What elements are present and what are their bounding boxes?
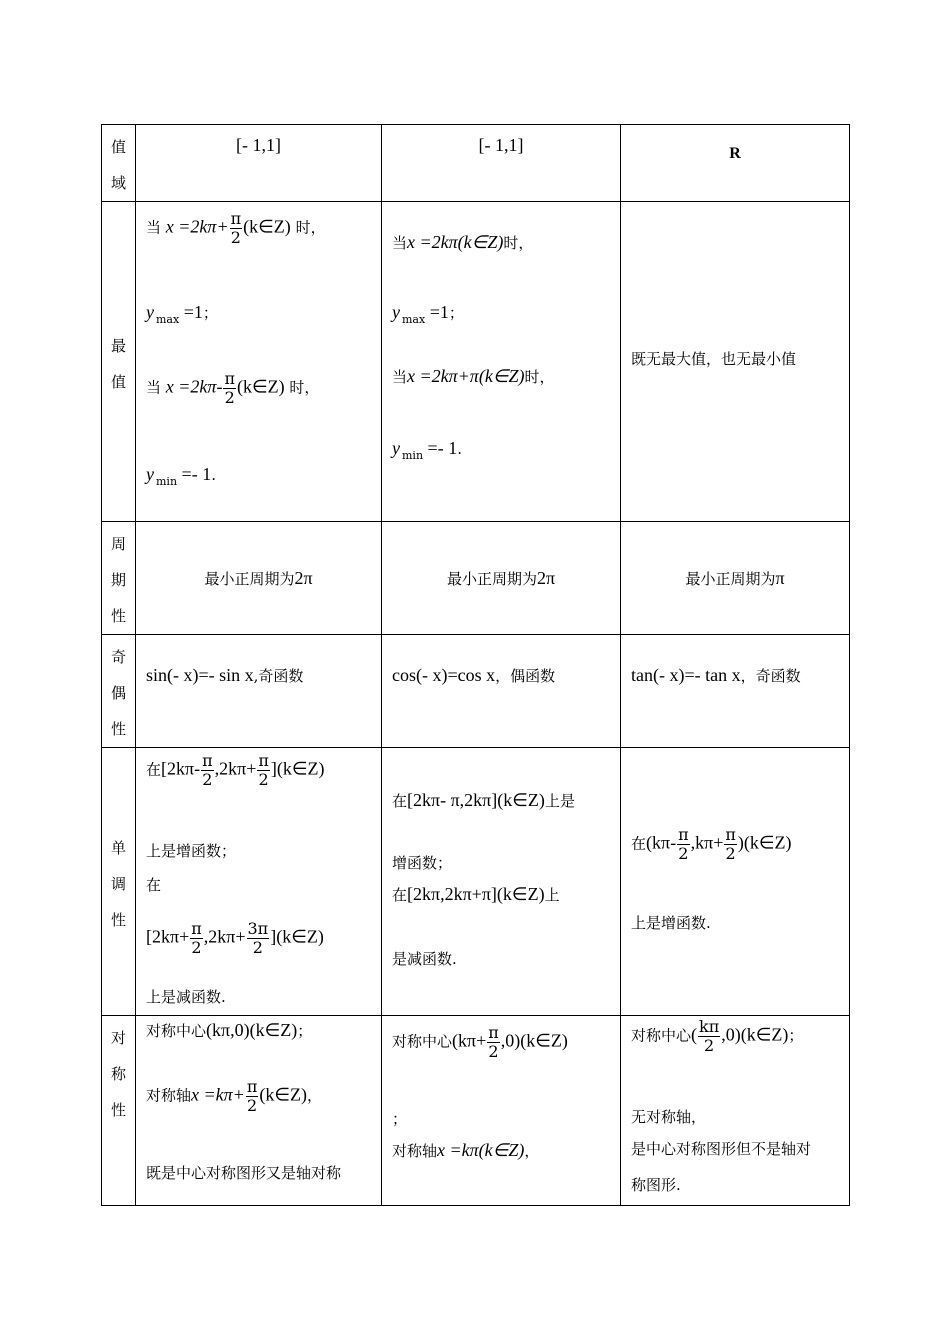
frac-num: π [678, 825, 689, 844]
math-y: y [392, 438, 400, 458]
sin-symmetry-center [146, 1020, 312, 1041]
period-value: π [775, 567, 785, 588]
text-when: 当 [392, 234, 408, 252]
math-expr: =- 1 [423, 438, 458, 458]
math-expr: ,kπ+ [690, 832, 724, 853]
subscript: max [402, 313, 426, 326]
sin-monotonicity-cell [136, 748, 382, 1016]
fraction [190, 920, 203, 957]
punct: ， [524, 1142, 540, 1160]
math-expr: ,0)(k∈Z) [721, 1024, 789, 1045]
tan-range-cell [621, 125, 850, 202]
sin-min-condition [146, 370, 319, 407]
text-when: 当 [392, 368, 408, 386]
sin-range-cell [136, 125, 382, 202]
math-expr: ](k∈Z) [270, 926, 324, 947]
punct: ， [307, 1086, 323, 1105]
math-y: y [146, 464, 154, 484]
row-header-char: 周 [110, 535, 126, 553]
text-then: 时， [295, 218, 326, 237]
text-is: 上是 [544, 792, 575, 810]
math-expr: [2kπ- π,2kπ](k∈Z) [407, 790, 545, 810]
period-text: 最小正周期为 [685, 569, 776, 588]
math-expr: x =2kπ- [165, 376, 223, 397]
text-axis: 对称轴 [146, 1086, 192, 1105]
row-header-char: 单 [110, 838, 126, 857]
frac-den: 2 [488, 1042, 499, 1061]
cos-decreasing-text: 是减函数. [392, 950, 457, 968]
cos-max-condition [392, 232, 533, 253]
math-expr: [2kπ,2kπ+π](k∈Z) [407, 884, 545, 904]
period-text: 最小正周期为 [204, 569, 295, 588]
frac-num: π [202, 751, 213, 770]
math-expr: =1 [425, 302, 449, 322]
cos-decreasing-interval [392, 884, 560, 905]
sin-increasing-interval [146, 752, 325, 789]
sin-increasing-text: 上是增函数； [146, 842, 237, 860]
period-value: 2π [536, 567, 556, 588]
frac-den: 2 [246, 1096, 258, 1115]
tan-symmetry-text-cont: 称图形. [631, 1176, 681, 1194]
frac-num: π [246, 1077, 258, 1096]
math-y: y [146, 302, 154, 322]
row-header-char: 值 [110, 372, 126, 391]
punct: . [457, 440, 462, 458]
math-expr: (k∈Z) [259, 1084, 307, 1105]
row-header-char: 最 [110, 336, 126, 355]
row-header-char: 性 [110, 607, 126, 625]
math-expr: cos(- x)=cos x [392, 665, 496, 685]
subscript: max [156, 313, 180, 326]
sin-extremum-cell [136, 202, 382, 522]
row-header-char: 称 [110, 1065, 126, 1083]
text-then: 时， [503, 234, 534, 252]
row-header-monotonicity [102, 748, 136, 1016]
fraction [677, 826, 690, 863]
math-expr: (kπ,0)(k∈Z) [206, 1020, 298, 1040]
text-axis: 对称轴 [392, 1142, 438, 1160]
tan-range-value: R [729, 145, 741, 162]
period-row [102, 522, 850, 635]
frac-num: 3π [247, 919, 269, 938]
monotonicity-row [102, 748, 850, 1016]
subscript: min [402, 449, 424, 462]
period-value: 2π [294, 567, 313, 588]
frac-den: 2 [191, 938, 202, 957]
fraction [201, 752, 214, 789]
range-row [102, 125, 850, 202]
math-expr: [2kπ- [161, 758, 201, 779]
row-header-char: 性 [110, 1101, 126, 1119]
row-header-symmetry [102, 1016, 136, 1206]
row-header-char: 奇 [110, 648, 126, 666]
punct: ； [392, 1110, 408, 1128]
sin-parity-line [146, 665, 303, 686]
sin-symmetry-text: 既是中心对称图形又是轴对称 [146, 1164, 342, 1182]
tan-extremum-text: 既无最大值，也无最小值 [631, 350, 797, 368]
row-header-char: 对 [110, 1029, 126, 1047]
math-expr: x =kπ(k∈Z) [437, 1140, 525, 1160]
math-expr: ,2kπ+ [203, 926, 246, 947]
text-then: 时， [524, 368, 555, 386]
sin-decreasing-text: 上是减函数. [146, 988, 226, 1006]
cos-symmetry-cell [382, 1016, 621, 1206]
frac-num: π [230, 209, 242, 228]
tan-increasing-text: 上是增函数. [631, 914, 711, 932]
cos-range-cell [382, 125, 621, 202]
fraction [247, 920, 270, 957]
frac-num: kπ [699, 1017, 720, 1036]
sin-min-value [146, 464, 216, 488]
tan-parity-line [631, 665, 801, 686]
row-header-parity [102, 635, 136, 748]
text-on: 在 [146, 876, 162, 894]
math-expr: [2kπ+ [146, 926, 190, 947]
frac-den: 2 [258, 770, 269, 789]
math-expr: (kπ- [646, 832, 677, 853]
row-header-char: 偶 [110, 684, 126, 702]
math-expr: tan(- x)=- tan x [631, 665, 741, 685]
math-expr: ](k∈Z) [270, 758, 325, 779]
cos-min-condition [392, 366, 555, 387]
cos-parity-line [392, 665, 555, 686]
math-expr: )(k∈Z) [737, 832, 792, 853]
math-expr: (k∈Z) [243, 216, 291, 237]
math-expr: (k∈Z) [236, 376, 285, 397]
row-header-char: 调 [110, 874, 126, 893]
frac-den: 2 [252, 938, 263, 957]
tan-extremum-cell [621, 202, 850, 522]
math-y: y [392, 302, 400, 322]
row-header-range [102, 125, 136, 202]
math-expr: =1 [179, 302, 203, 322]
fraction [724, 826, 737, 863]
tan-symmetry-center [631, 1018, 803, 1055]
text-on: 在 [392, 792, 408, 810]
frac-den: 2 [725, 844, 736, 863]
tan-no-axis-text: 无对称轴， [631, 1108, 707, 1126]
math-expr: (kπ+ [452, 1030, 487, 1051]
sin-symmetry-axis [146, 1078, 322, 1115]
frac-den: 2 [230, 228, 241, 247]
cos-symmetry-center [392, 1024, 568, 1061]
frac-den: 2 [202, 770, 213, 789]
tan-period-cell [621, 522, 850, 635]
fraction [230, 210, 243, 247]
parity-text: ，偶函数 [495, 667, 556, 685]
text-when: 当 [146, 218, 162, 237]
math-expr: x =kπ+ [191, 1084, 245, 1105]
cos-symmetry-axis [392, 1140, 539, 1161]
row-header-extremum [102, 202, 136, 522]
tan-increasing-interval [631, 826, 792, 863]
math-expr: ,0)(k∈Z) [500, 1030, 568, 1051]
frac-den: 2 [678, 844, 689, 863]
parity-row [102, 635, 850, 748]
sin-parity-cell [136, 635, 382, 748]
punct: ； [297, 1022, 313, 1040]
frac-num: π [191, 919, 202, 938]
parity-text: ,奇函数 [253, 667, 304, 685]
cos-monotonicity-cell [382, 748, 621, 1016]
text-then: 时， [289, 378, 320, 397]
sin-max-condition [146, 210, 326, 247]
sin-decreasing-interval [146, 920, 324, 957]
row-header-char: 期 [110, 571, 126, 589]
math-expr: sin(- x)=- sin x [146, 665, 254, 685]
text-upon: 上 [544, 886, 560, 904]
text-center: 对称中心 [146, 1022, 207, 1040]
row-header-char: 性 [110, 910, 126, 929]
subscript: min [156, 475, 178, 488]
fraction [487, 1024, 500, 1061]
cos-period-cell [382, 522, 621, 635]
math-expr: ( [691, 1024, 698, 1045]
text-on: 在 [631, 834, 647, 853]
cos-min-value [392, 438, 462, 462]
sin-max-value [146, 302, 218, 326]
parity-text: ，奇函数 [740, 667, 801, 685]
punct: ； [202, 304, 218, 322]
text-center: 对称中心 [631, 1026, 692, 1045]
trig-properties-table [101, 124, 850, 1206]
frac-num: π [258, 751, 269, 770]
cos-range-value: [- 1,1] [478, 135, 524, 155]
fraction [223, 370, 236, 407]
fraction [246, 1078, 259, 1115]
text-on: 在 [146, 760, 162, 779]
math-expr: x =2kπ(k∈Z) [407, 232, 504, 252]
text-center: 对称中心 [392, 1032, 453, 1051]
period-text: 最小正周期为 [446, 569, 537, 588]
frac-num: π [224, 369, 235, 388]
sin-period-cell [136, 522, 382, 635]
fraction [257, 752, 270, 789]
text-on: 在 [392, 886, 408, 904]
tan-parity-cell [621, 635, 850, 748]
cos-extremum-cell [382, 202, 621, 522]
punct: ； [448, 304, 464, 322]
frac-den: 2 [704, 1036, 715, 1055]
tan-symmetry-cell [621, 1016, 850, 1206]
row-header-char: 值 [110, 138, 126, 156]
text-when: 当 [146, 378, 162, 397]
frac-num: π [725, 825, 736, 844]
extremum-row [102, 202, 850, 522]
cos-increasing-text: 增函数； [392, 854, 453, 872]
frac-num: π [488, 1023, 499, 1042]
fraction [698, 1018, 720, 1055]
cos-increasing-interval [392, 790, 575, 811]
cos-parity-cell [382, 635, 621, 748]
cos-max-value [392, 302, 464, 326]
math-expr: =- 1 [177, 464, 212, 484]
symmetry-row [102, 1016, 850, 1206]
row-header-period [102, 522, 136, 635]
math-expr: x =2kπ+π(k∈Z) [407, 366, 525, 386]
sin-range-value: [- 1,1] [236, 135, 281, 155]
math-expr: ,2kπ+ [214, 758, 257, 779]
sin-symmetry-cell [136, 1016, 382, 1206]
tan-symmetry-text: 是中心对称图形但不是轴对 [631, 1140, 812, 1158]
row-header-char: 性 [110, 720, 126, 738]
punct: ； [788, 1026, 804, 1045]
tan-monotonicity-cell [621, 748, 850, 1016]
row-header-char: 域 [110, 174, 126, 192]
punct: . [211, 466, 216, 484]
math-expr: x =2kπ+ [165, 216, 229, 237]
frac-den: 2 [224, 388, 235, 407]
